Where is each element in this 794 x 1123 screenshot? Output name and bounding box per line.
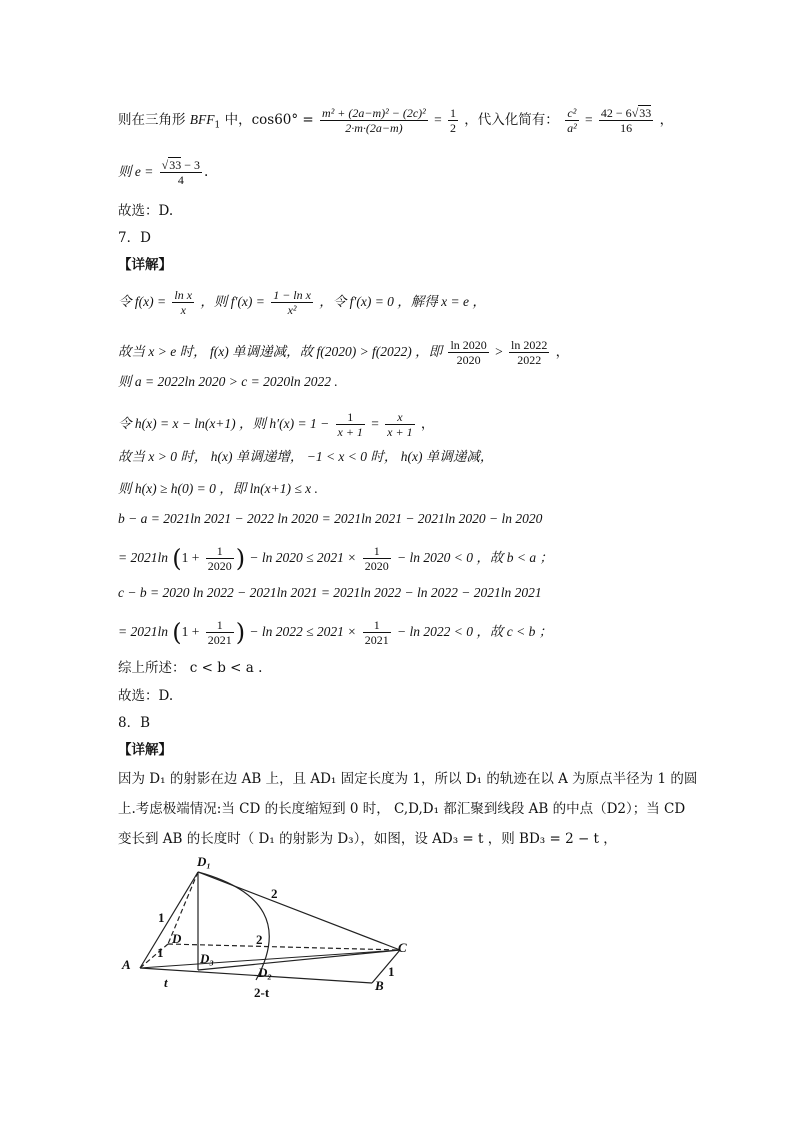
fraction-numerator: 42 − 6√33: [600, 106, 652, 120]
fraction-denominator: 2022: [517, 353, 542, 367]
fraction: [509, 338, 549, 367]
math: − ln 2020 < 0 ，故 b < a ；: [397, 550, 553, 565]
line-12: b − a = 2021ln 2021 − 2022 ln 2020 = 2021ln 2021 − 2021ln 2020 − ln 2020: [118, 511, 543, 526]
fraction: [172, 288, 194, 317]
fraction: [599, 106, 653, 135]
answer-8: 8．B: [118, 715, 151, 731]
fraction-numerator: √33 − 3: [161, 158, 201, 172]
fraction: [320, 106, 428, 135]
line-16: 综上所述： c < b < a .: [118, 660, 263, 676]
line-1: 则在三角形 $BFF_1$ 中，cos60° = $\frac{\text{m² + (2a−m)² − (2c)²}}{2\cdot m\cdot(2a-m)}$ = $\frac{1}{2}$ ，代入化简有： $\frac{\text{c²}}{\text{a²}}$ = $\frac{42 - 6√33}{16}$ ，: [118, 106, 674, 135]
math: = 2021ln: [118, 550, 168, 565]
text: ，: [420, 416, 435, 432]
fraction: [206, 618, 234, 647]
fraction-numerator: 1: [363, 544, 391, 559]
fraction-denominator: 4: [177, 173, 184, 187]
edge-A-D1: [140, 872, 198, 968]
fraction: [363, 618, 391, 647]
fraction-numerator: x: [385, 410, 414, 425]
line-22: 变长到 AB 的长度时（ D₁ 的射影为 D₃），如图，设 AD₃ = t ，则 BD₃ = 2 − t ，: [118, 831, 617, 847]
fraction-denominator: 2020: [456, 353, 481, 367]
fraction-denominator: 2021: [207, 633, 232, 647]
length-BC: 1: [388, 964, 395, 979]
fraction-denominator: x + 1: [337, 425, 363, 439]
text: ，代入化简有：: [464, 112, 559, 128]
length-2-t: 2-t: [254, 985, 270, 1000]
fraction: [336, 410, 365, 439]
math: 令 f(x) =: [118, 294, 167, 309]
length-AD1: 1: [158, 910, 165, 925]
math: − ln 2022 ≤ 2021 ×: [249, 624, 357, 639]
edge-D3-C: [198, 950, 400, 970]
fraction: [385, 410, 414, 439]
text: ，: [659, 112, 674, 128]
fraction-numerator: 1: [336, 410, 365, 425]
math: 则 e =: [118, 164, 154, 179]
math: BFF: [189, 112, 215, 127]
fraction-numerator: ln x: [174, 288, 193, 302]
math: 1 +: [181, 624, 200, 639]
fraction-denominator: 2021: [364, 633, 389, 647]
edge-D1-D: [168, 872, 198, 944]
edge-B-C: [372, 950, 400, 983]
math: 令 h(x) = x − ln(x+1) ，则 h′(x) = 1 −: [118, 416, 330, 431]
fraction-denominator: 2·m·(2a−m): [345, 121, 403, 135]
fraction-numerator: 1 − ln x: [273, 288, 311, 302]
edge-D-C: [168, 944, 400, 950]
label-D: D: [172, 931, 182, 946]
label-D2: D₂: [258, 965, 272, 980]
length-AD: 1: [157, 945, 164, 960]
fraction: [206, 544, 234, 573]
line-2: 则 e = $\frac{√33 - 3}{4}$ .: [118, 158, 209, 187]
edge-A-D: [140, 944, 168, 968]
length-D1C: 2: [271, 886, 278, 901]
line-17: 故选：D.: [118, 688, 174, 704]
fraction: [448, 338, 488, 367]
fraction-denominator: 16: [620, 121, 633, 135]
math: 1 +: [181, 550, 200, 565]
math: =: [371, 416, 379, 431]
fraction-denominator: x²: [287, 303, 297, 317]
arc: [198, 872, 269, 980]
math: − ln 2020 ≤ 2021 ×: [249, 550, 357, 565]
edge-A-C: [140, 950, 400, 968]
fraction-denominator: x + 1: [387, 425, 413, 439]
math: >: [495, 344, 503, 359]
line-10: 故当 x > 0 时， h(x) 单调递增， −1 < x < 0 时， h(x) 单调递减，: [118, 449, 494, 464]
text: 则在三角形: [118, 112, 186, 128]
text: 中，cos60° =: [224, 112, 314, 128]
section-heading: 【详解】: [118, 742, 172, 758]
line-20: 因为 D₁ 的射影在边 AB 上，且 AD₁ 固定长度为 1，所以 D₁ 的轨迹在以 A 为原点半径为 1 的圆: [118, 771, 698, 787]
label-D1: D₁: [197, 854, 211, 869]
line-14: c − b = 2020 ln 2022 − 2021ln 2021 = 2021ln 2022 − ln 2022 − 2021ln 2021: [118, 585, 542, 600]
fraction: [160, 158, 202, 187]
fraction-numerator: ln 2020: [450, 338, 487, 352]
fraction-numerator: 1: [206, 544, 234, 559]
fraction-denominator: 2: [449, 121, 456, 135]
fraction-numerator: 1: [449, 106, 456, 120]
length-arc: 2: [256, 932, 263, 947]
label-A: A: [122, 957, 131, 972]
line-9: [118, 410, 434, 439]
math: 故当 x > e 时， f(x) 单调递减，故 f(2020) > f(2022) ，即: [118, 344, 443, 359]
fraction: [271, 288, 313, 317]
length-t: t: [164, 975, 168, 990]
fraction-denominator: 2020: [364, 559, 389, 573]
line-8: 则 a = 2022ln 2020 > c = 2020ln 2022 .: [118, 374, 338, 389]
math: − ln 2022 < 0 ，故 c < b ；: [397, 624, 553, 639]
label-D3: D₃: [200, 951, 214, 966]
line-7: [118, 338, 569, 367]
fraction: [448, 106, 458, 135]
fraction-numerator: ln 2022: [511, 338, 548, 352]
line-15: = 2021ln (1 + $\frac{1}{2021}$ ) − ln 2022 ≤ 2021 × $\frac{1}{2021}$ − ln 2022 < 0 ，故 c < b ；: [118, 618, 553, 647]
math: ，则 f′(x) =: [200, 294, 265, 309]
edge-A-B: [140, 968, 372, 983]
answer-7: 7．D: [118, 230, 151, 246]
line-11: 则 h(x) ≥ h(0) = 0 ，即 ln(x+1) ≤ x .: [118, 481, 318, 496]
fraction-numerator: 1: [206, 618, 234, 633]
math: ，令 f′(x) = 0 ，解得 x = e ，: [319, 294, 486, 309]
fraction: [565, 106, 579, 135]
fraction-numerator: 1: [363, 618, 391, 633]
fraction-denominator: x: [180, 303, 186, 317]
fraction-denominator: a²: [567, 121, 577, 135]
edge-D1-C: [198, 872, 400, 950]
line-21: 上.考虑极端情况:当 CD 的长度缩短到 0 时， C,D,D₁ 都汇聚到线段 AB 的中点（D2）；当 CD: [118, 801, 686, 817]
line-6: [118, 288, 486, 317]
line-3: 故选：D.: [118, 203, 174, 219]
fraction-numerator: c²: [565, 106, 579, 121]
section-heading: 【详解】: [118, 257, 172, 273]
fraction-numerator: m² + (2a−m)² − (2c)²: [322, 106, 426, 120]
label-B: B: [375, 978, 384, 993]
text: ，: [555, 344, 570, 360]
fraction-denominator: 2020: [207, 559, 232, 573]
fraction: [363, 544, 391, 573]
line-13: = 2021ln (1 + $\frac{1}{2020}$ ) − ln 2020 ≤ 2021 × $\frac{1}{2020}$ − ln 2020 < 0 ，故 b < a ；: [118, 544, 553, 573]
label-C: C: [398, 940, 407, 955]
math: = 2021ln: [118, 624, 168, 639]
